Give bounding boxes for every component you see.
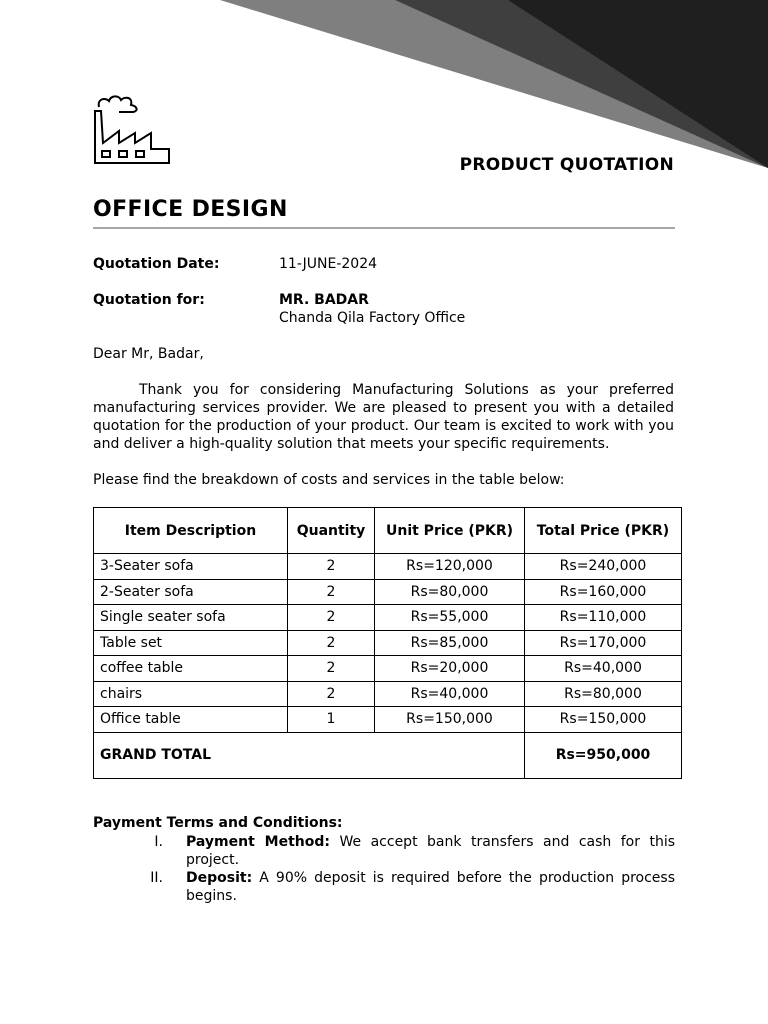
header-total-price: Total Price (PKR) <box>525 508 682 554</box>
payment-terms-heading: Payment Terms and Conditions: <box>93 815 343 831</box>
item-unit-price: Rs=20,000 <box>375 656 525 682</box>
table-row <box>94 605 682 631</box>
item-unit-price: Rs=40,000 <box>375 681 525 707</box>
grand-total-value: Rs=950,000 <box>525 732 682 778</box>
table-header-row <box>94 508 682 554</box>
term-text: We accept bank transfers and cash for this project. <box>186 834 676 868</box>
table-intro: Please find the breakdown of costs and services in the table below: <box>93 472 565 488</box>
letter-body-text: Thank you for considering Manufacturing Solutions as your preferred manufacturing services provider. We are pleased to present you with a detailed quotation for the production of your product. Our team is excited to work with you and deliver a high-quality solution that meets your specific requirements. <box>93 382 674 452</box>
item-quantity: 2 <box>288 554 375 580</box>
table-row <box>94 579 682 605</box>
quotation-date-label: Quotation Date: <box>93 256 220 272</box>
document-title: PRODUCT QUOTATION <box>459 155 674 175</box>
header-divider <box>93 227 675 229</box>
item-unit-price: Rs=80,000 <box>375 579 525 605</box>
quotation-date-value: 11-JUNE-2024 <box>279 256 378 272</box>
item-quantity: 2 <box>288 656 375 682</box>
company-name: OFFICE DESIGN <box>93 197 288 222</box>
item-quantity: 2 <box>288 681 375 707</box>
item-total-price: Rs=110,000 <box>525 605 682 631</box>
client-address: Chanda Qila Factory Office <box>279 310 466 326</box>
item-unit-price: Rs=85,000 <box>375 630 525 656</box>
letter-body <box>93 381 674 453</box>
term-title: Deposit: <box>186 870 253 886</box>
item-quantity: 2 <box>288 630 375 656</box>
item-total-price: Rs=240,000 <box>525 554 682 580</box>
term-number: I. <box>154 834 163 850</box>
quotation-table <box>93 507 682 779</box>
item-quantity: 2 <box>288 579 375 605</box>
header-unit-price: Unit Price (PKR) <box>375 508 525 554</box>
letter-greeting: Dear Mr, Badar, <box>93 346 204 362</box>
table-row <box>94 656 682 682</box>
factory-icon <box>93 95 173 167</box>
item-total-price: Rs=170,000 <box>525 630 682 656</box>
item-quantity: 1 <box>288 707 375 733</box>
item-description: chairs <box>94 681 288 707</box>
table-row <box>94 681 682 707</box>
term-item <box>93 869 675 905</box>
item-description: 2-Seater sofa <box>94 579 288 605</box>
client-name: MR. BADAR <box>279 292 369 308</box>
grand-total-label: GRAND TOTAL <box>94 732 525 778</box>
item-quantity: 2 <box>288 605 375 631</box>
item-unit-price: Rs=150,000 <box>375 707 525 733</box>
item-description: coffee table <box>94 656 288 682</box>
header-quantity: Quantity <box>288 508 375 554</box>
header-item-description: Item Description <box>94 508 288 554</box>
item-description: Single seater sofa <box>94 605 288 631</box>
term-text: A 90% deposit is required before the production process begins. <box>186 870 675 904</box>
item-unit-price: Rs=120,000 <box>375 554 525 580</box>
item-total-price: Rs=160,000 <box>525 579 682 605</box>
table-row <box>94 554 682 580</box>
term-number: II. <box>150 870 163 886</box>
item-total-price: Rs=40,000 <box>525 656 682 682</box>
item-description: Office table <box>94 707 288 733</box>
table-row <box>94 630 682 656</box>
term-item <box>93 833 675 869</box>
item-total-price: Rs=80,000 <box>525 681 682 707</box>
item-unit-price: Rs=55,000 <box>375 605 525 631</box>
item-description: 3-Seater sofa <box>94 554 288 580</box>
term-title: Payment Method: <box>186 834 330 850</box>
item-description: Table set <box>94 630 288 656</box>
grand-total-row <box>94 732 682 778</box>
item-total-price: Rs=150,000 <box>525 707 682 733</box>
table-row <box>94 707 682 733</box>
quotation-for-label: Quotation for: <box>93 292 205 308</box>
